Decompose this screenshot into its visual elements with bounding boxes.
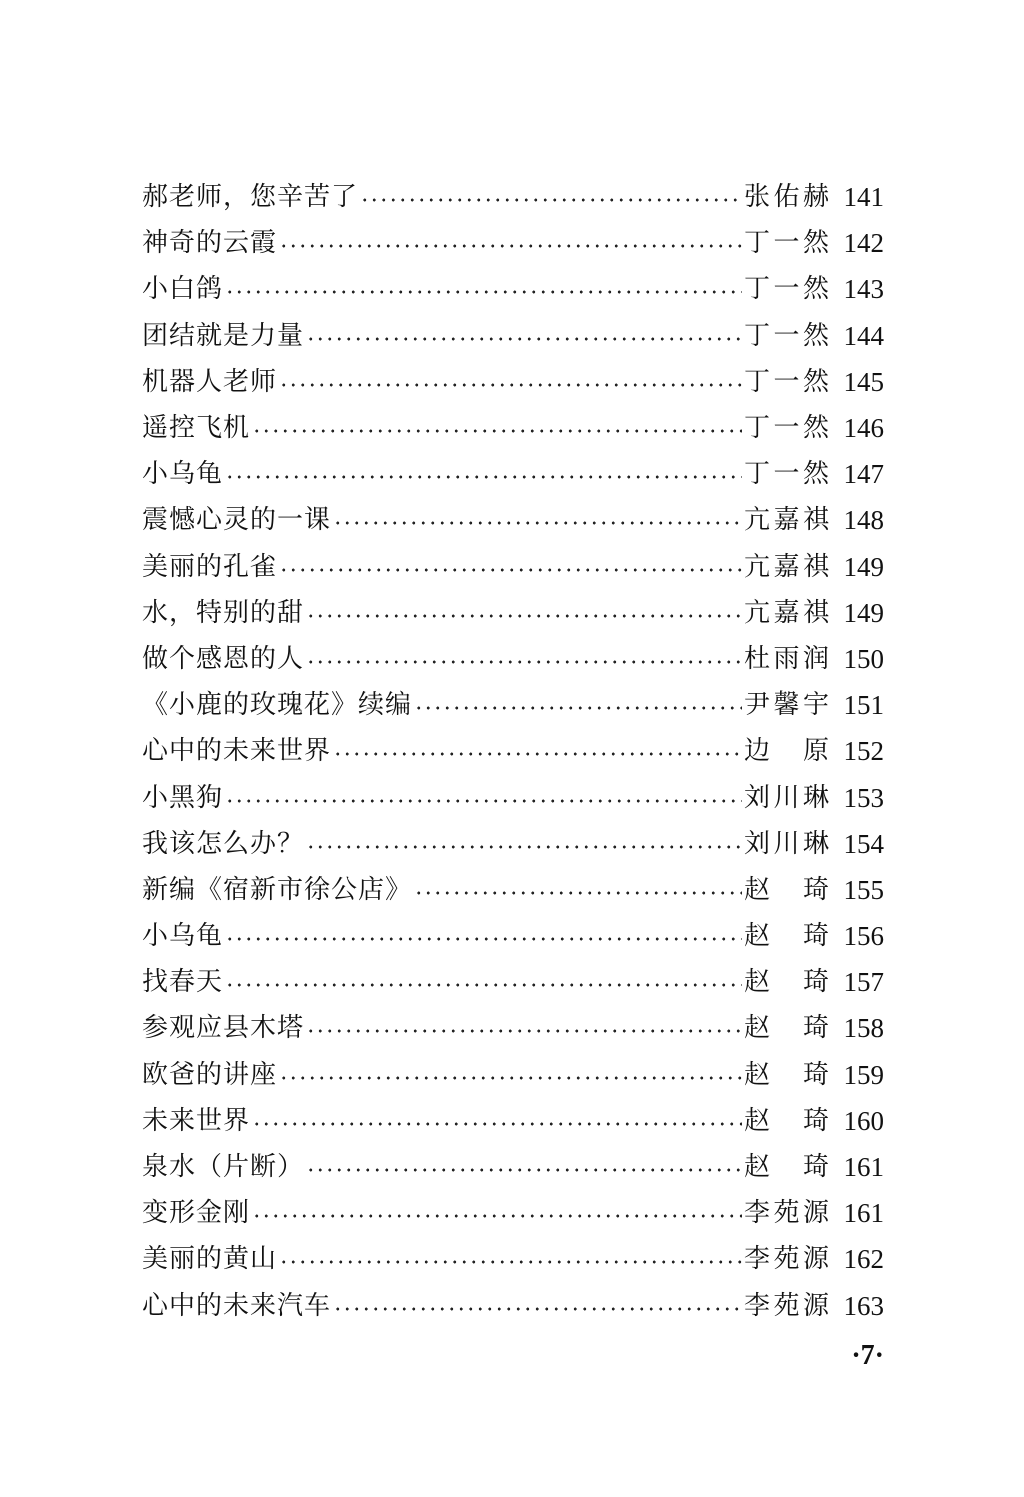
entry-page-number: 153 <box>843 782 884 813</box>
dot-leader <box>252 1214 742 1218</box>
entry-page-number: 156 <box>843 921 884 952</box>
entry-page-number: 145 <box>843 366 884 397</box>
dot-leader <box>252 1122 742 1126</box>
entry-title: 心中的未来汽车 <box>142 1290 332 1321</box>
entry-title: 小黑狗 <box>142 782 224 813</box>
entry-title: 遥控飞机 <box>142 413 251 444</box>
entry-author: 赵 琦 <box>744 1059 830 1090</box>
entry-page-number: 161 <box>843 1198 884 1229</box>
entry-page-number: 161 <box>843 1152 884 1183</box>
toc-entry[interactable] <box>142 1052 884 1098</box>
toc-entry[interactable] <box>142 913 884 959</box>
entry-author: 丁一然 <box>744 274 830 305</box>
toc-entry[interactable] <box>142 359 884 405</box>
dot-leader <box>225 799 742 803</box>
entry-page-number: 149 <box>843 597 884 628</box>
dot-leader <box>360 198 742 202</box>
toc-entry[interactable] <box>142 266 884 312</box>
entry-author: 赵 琦 <box>744 967 830 998</box>
entry-page-number: 163 <box>843 1290 884 1321</box>
entry-page-number: 162 <box>843 1244 884 1275</box>
toc-entry[interactable] <box>142 1005 884 1051</box>
entry-title: 震憾心灵的一课 <box>142 505 332 536</box>
toc-entry[interactable] <box>142 544 884 590</box>
entry-page-number: 149 <box>843 551 884 582</box>
toc-entry[interactable] <box>142 774 884 820</box>
toc-entry[interactable] <box>142 220 884 266</box>
entry-title: 泉水（片断） <box>142 1152 305 1183</box>
dot-leader <box>306 337 742 341</box>
entry-page-number: 143 <box>843 274 884 305</box>
entry-author: 赵 琦 <box>744 874 830 905</box>
toc-entry[interactable] <box>142 728 884 774</box>
dot-leader <box>333 752 742 756</box>
entry-author: 亢嘉祺 <box>744 505 830 536</box>
entry-page-number: 159 <box>843 1059 884 1090</box>
entry-title: 新编《宿新市徐公店》 <box>142 874 413 905</box>
toc-entry[interactable] <box>142 636 884 682</box>
entry-title: 水，特别的甜 <box>142 597 305 628</box>
toc-entry[interactable] <box>142 313 884 359</box>
dot-leader <box>306 1168 742 1172</box>
dot-leader <box>279 1260 742 1264</box>
toc-entry[interactable] <box>142 959 884 1005</box>
toc-entry[interactable] <box>142 1283 884 1329</box>
toc-entry[interactable] <box>142 867 884 913</box>
entry-title: 机器人老师 <box>142 366 278 397</box>
entry-title: 美丽的黄山 <box>142 1244 278 1275</box>
entry-page-number: 144 <box>843 320 884 351</box>
entry-author: 丁一然 <box>744 228 830 259</box>
dot-leader <box>279 1076 742 1080</box>
dot-leader <box>225 475 742 479</box>
dot-leader <box>306 1029 742 1033</box>
entry-author: 李苑源 <box>744 1198 830 1229</box>
dot-leader <box>279 568 742 572</box>
entry-author: 亢嘉祺 <box>744 597 830 628</box>
entry-title: 美丽的孔雀 <box>142 551 278 582</box>
entry-author: 尹馨宇 <box>744 690 830 721</box>
dot-leader <box>306 614 742 618</box>
entry-author: 丁一然 <box>744 320 830 351</box>
dot-leader <box>225 937 742 941</box>
entry-title: 小乌龟 <box>142 921 224 952</box>
entry-author: 赵 琦 <box>744 1105 830 1136</box>
dot-leader <box>279 244 742 248</box>
toc-entry[interactable] <box>142 405 884 451</box>
entry-title: 小乌龟 <box>142 459 224 490</box>
entry-page-number: 157 <box>843 967 884 998</box>
entry-title: 做个感恩的人 <box>142 643 305 674</box>
toc-entry[interactable] <box>142 451 884 497</box>
entry-page-number: 155 <box>843 874 884 905</box>
toc-entry[interactable] <box>142 682 884 728</box>
entry-author: 杜雨润 <box>744 643 830 674</box>
entry-title: 找春天 <box>142 967 224 998</box>
entry-title: 欧爸的讲座 <box>142 1059 278 1090</box>
dot-leader <box>252 429 742 433</box>
entry-author: 亢嘉祺 <box>744 551 830 582</box>
entry-page-number: 142 <box>843 228 884 259</box>
dot-leader <box>225 290 742 294</box>
entry-author: 张佑赫 <box>744 182 830 213</box>
entry-author: 赵 琦 <box>744 921 830 952</box>
entry-page-number: 141 <box>843 182 884 213</box>
entry-author: 刘川琳 <box>744 782 830 813</box>
entry-page-number: 151 <box>843 690 884 721</box>
toc-entry[interactable] <box>142 174 884 220</box>
entry-title: 心中的未来世界 <box>142 736 332 767</box>
entry-page-number: 160 <box>843 1105 884 1136</box>
toc-entry[interactable] <box>142 497 884 543</box>
entry-author: 李苑源 <box>744 1290 830 1321</box>
dot-leader <box>306 660 742 664</box>
entry-author: 李苑源 <box>744 1244 830 1275</box>
table-of-contents <box>142 174 884 1329</box>
entry-page-number: 152 <box>843 736 884 767</box>
entry-page-number: 158 <box>843 1013 884 1044</box>
toc-entry[interactable] <box>142 590 884 636</box>
entry-author: 丁一然 <box>744 413 830 444</box>
entry-author: 赵 琦 <box>744 1152 830 1183</box>
entry-title: 郝老师，您辛苦了 <box>142 182 359 213</box>
entry-page-number: 154 <box>843 828 884 859</box>
entry-title: 变形金刚 <box>142 1198 251 1229</box>
entry-page-number: 148 <box>843 505 884 536</box>
toc-entry[interactable] <box>142 1236 884 1282</box>
entry-title: 团结就是力量 <box>142 320 305 351</box>
entry-title: 《小鹿的玫瑰花》续编 <box>142 690 413 721</box>
entry-author: 赵 琦 <box>744 1013 830 1044</box>
entry-title: 神奇的云霞 <box>142 228 278 259</box>
dot-leader <box>333 1307 742 1311</box>
dot-leader <box>414 891 742 895</box>
toc-entry[interactable] <box>142 1098 884 1144</box>
entry-author: 刘川琳 <box>744 828 830 859</box>
entry-title: 未来世界 <box>142 1105 251 1136</box>
entry-author: 丁一然 <box>744 366 830 397</box>
dot-leader <box>333 521 742 525</box>
entry-title: 小白鸽 <box>142 274 224 305</box>
dot-leader <box>414 706 742 710</box>
toc-entry[interactable] <box>142 1144 884 1190</box>
dot-leader <box>306 845 742 849</box>
entry-page-number: 147 <box>843 459 884 490</box>
page-number: ·7· <box>851 1340 884 1371</box>
dot-leader <box>225 983 742 987</box>
entry-page-number: 150 <box>843 643 884 674</box>
toc-entry[interactable] <box>142 821 884 867</box>
entry-title: 我该怎么办？ <box>142 828 305 859</box>
entry-author: 边 原 <box>744 736 830 767</box>
entry-title: 参观应县木塔 <box>142 1013 305 1044</box>
entry-author: 丁一然 <box>744 459 830 490</box>
toc-entry[interactable] <box>142 1190 884 1236</box>
dot-leader <box>279 383 742 387</box>
entry-page-number: 146 <box>843 413 884 444</box>
